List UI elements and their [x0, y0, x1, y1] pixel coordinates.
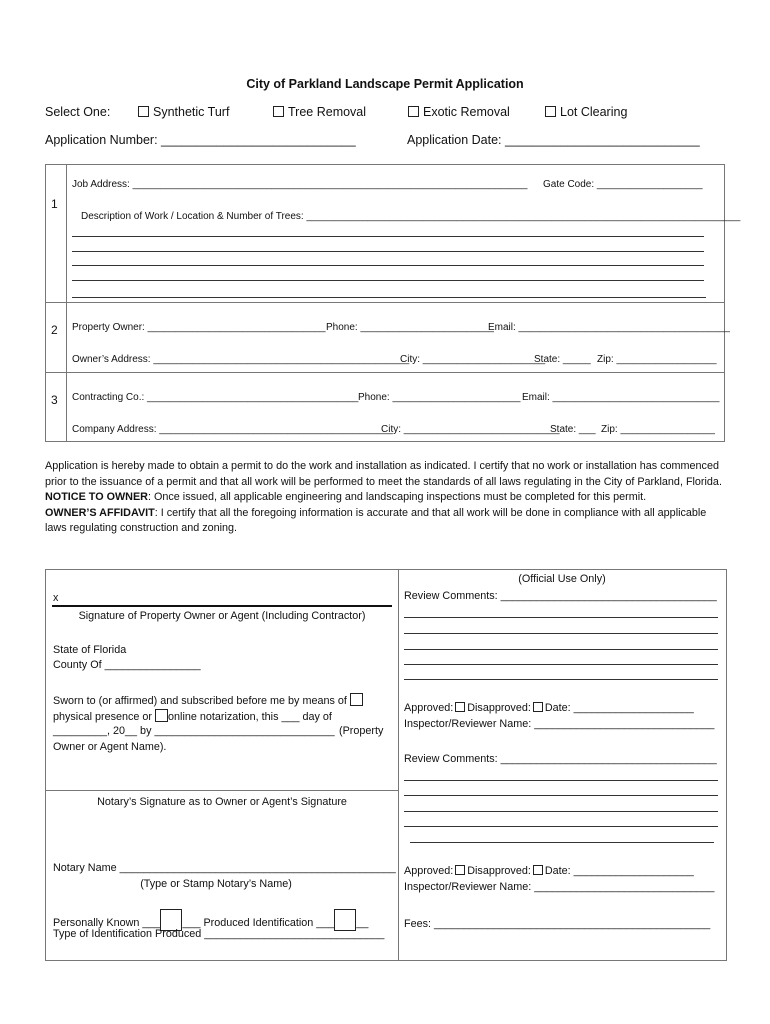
owner-state-field[interactable]: State: _____: [534, 354, 591, 365]
application-date-field[interactable]: ____________________________: [505, 133, 700, 147]
sworn-line-3[interactable]: _________, 20__ by ______________________________: [53, 725, 335, 737]
company-email-field[interactable]: Email: ______________________________: [522, 392, 720, 403]
section-number-3: 3: [51, 393, 58, 407]
owner-email-field[interactable]: Email: ______________________________________: [488, 322, 730, 333]
company-city-field[interactable]: City: ____________________________: [381, 424, 560, 435]
application-statement: Application is hereby made to obtain a permit to do the work and installation as indicated. I certify that no work or installation has commenced prior to the issuance of a permit and that all work will be performed to meet the standards of all laws regulating in the City of Parkland, Florida.: [45, 460, 722, 488]
inspector-name-1[interactable]: Inspector/Reviewer Name: ______________________________: [404, 718, 715, 730]
online-notarization-checkbox-icon[interactable]: [155, 709, 168, 722]
owner-signature-line[interactable]: [52, 605, 392, 607]
signature-table: [45, 569, 727, 961]
approved-checkbox-icon[interactable]: [455, 702, 465, 712]
description-field[interactable]: Description of Work / Location & Number of Trees: ______________________________________________________________________________: [81, 211, 741, 222]
review-line[interactable]: [404, 826, 718, 827]
description-line[interactable]: [72, 280, 704, 281]
description-line[interactable]: [72, 297, 706, 298]
checkbox-icon[interactable]: [138, 106, 149, 117]
owner-phone-field[interactable]: Phone: ________________________: [326, 322, 494, 333]
review-comments-1[interactable]: Review Comments: ____________________________________: [404, 590, 717, 602]
official-use-header: (Official Use Only): [518, 573, 606, 585]
option-synthetic-turf[interactable]: Synthetic Turf: [138, 105, 229, 119]
select-one-label: Select One:: [45, 105, 111, 119]
approved-checkbox-icon[interactable]: [455, 865, 465, 875]
job-address-field[interactable]: Job Address: _______________________________________________________________________: [72, 179, 528, 190]
state-of-florida: State of Florida: [53, 644, 127, 656]
disapproved-checkbox-icon[interactable]: [533, 865, 543, 875]
disapproved-checkbox-icon[interactable]: [533, 702, 543, 712]
approval-row-2: Approved: Disapproved: Date: ____________________: [404, 865, 694, 877]
sworn-line-1: Sworn to (or affirmed) and subscribed before me by means of: [53, 693, 363, 707]
description-line[interactable]: [72, 251, 704, 252]
gate-code-field[interactable]: Gate Code: ___________________: [543, 179, 703, 190]
checkbox-icon[interactable]: [408, 106, 419, 117]
form-title: City of Parkland Landscape Permit Application: [246, 77, 524, 91]
fees-field[interactable]: Fees: ______________________________________________: [404, 918, 711, 930]
review-line[interactable]: [404, 780, 718, 781]
section-number-1: 1: [51, 197, 58, 211]
notice-to-owner: NOTICE TO OWNER: Once issued, all applicable engineering and landscaping inspections must be completed for this permit.: [45, 491, 647, 503]
sworn-line-4: Owner or Agent Name).: [53, 741, 167, 753]
sworn-line-2: physical presence or online notarization, this ___ day of: [53, 711, 332, 723]
signature-x-mark: x: [53, 592, 59, 604]
review-line[interactable]: [404, 664, 718, 665]
sworn-line-3-end: (Property: [339, 725, 384, 737]
description-line[interactable]: [72, 265, 704, 266]
option-tree-removal[interactable]: Tree Removal: [273, 105, 366, 119]
owner-city-field[interactable]: City: ______________________: [400, 354, 546, 365]
owner-signature-caption: Signature of Property Owner or Agent (Including Contractor): [78, 610, 366, 622]
review-line[interactable]: [404, 617, 718, 618]
review-line[interactable]: [404, 795, 718, 796]
notary-name-field[interactable]: Notary Name ______________________________________________: [53, 862, 396, 874]
property-owner-field[interactable]: Property Owner: ________________________________: [72, 322, 326, 333]
checkbox-icon[interactable]: [273, 106, 284, 117]
identification-row: Personally Known ___ ___ Produced Identification ___ __: [53, 909, 368, 931]
notary-signature-caption: Notary’s Signature as to Owner or Agent’s Signature: [97, 796, 347, 808]
review-line[interactable]: [404, 633, 718, 634]
option-exotic-removal[interactable]: Exotic Removal: [408, 105, 510, 119]
notary-name-caption: (Type or Stamp Notary’s Name): [140, 878, 292, 890]
county-field[interactable]: County Of ________________: [53, 659, 201, 671]
company-phone-field[interactable]: Phone: _______________________: [358, 392, 521, 403]
approval-row-1: Approved: Disapproved: Date: ____________________: [404, 702, 694, 714]
identification-type-field[interactable]: Type of Identification Produced ______________________________: [53, 928, 385, 940]
company-address-field[interactable]: Company Address: __________________________________________: [72, 424, 393, 435]
review-comments-2[interactable]: Review Comments: ____________________________________: [404, 753, 717, 765]
company-state-field[interactable]: State: ___: [550, 424, 596, 435]
application-number-field[interactable]: ____________________________: [161, 133, 356, 147]
statement-block: [45, 459, 725, 537]
owners-affidavit: OWNER’S AFFIDAVIT: I certify that all the foregoing information is accurate and that all work will be done in compliance with all applicable laws regulating construction and zoning.: [45, 506, 707, 534]
physical-presence-checkbox-icon[interactable]: [350, 693, 363, 706]
owner-address-field[interactable]: Owner’s Address: ______________________________________________: [72, 354, 410, 365]
company-zip-field[interactable]: Zip: _________________: [601, 424, 715, 435]
review-line[interactable]: [404, 649, 718, 650]
review-line[interactable]: [410, 842, 714, 843]
contracting-co-field[interactable]: Contracting Co.: ______________________________________: [72, 392, 359, 403]
owner-zip-field[interactable]: Zip: __________________: [597, 354, 717, 365]
notary-signature-line[interactable]: [46, 790, 398, 791]
section-number-2: 2: [51, 323, 58, 337]
application-number: Application Number: ____________________________: [45, 133, 356, 147]
application-date: Application Date: ____________________________: [407, 133, 700, 147]
review-line[interactable]: [404, 811, 718, 812]
review-line[interactable]: [404, 679, 718, 680]
checkbox-icon[interactable]: [545, 106, 556, 117]
description-line[interactable]: [72, 236, 704, 237]
inspector-name-2[interactable]: Inspector/Reviewer Name: ______________________________: [404, 881, 715, 893]
option-lot-clearing[interactable]: Lot Clearing: [545, 105, 627, 119]
